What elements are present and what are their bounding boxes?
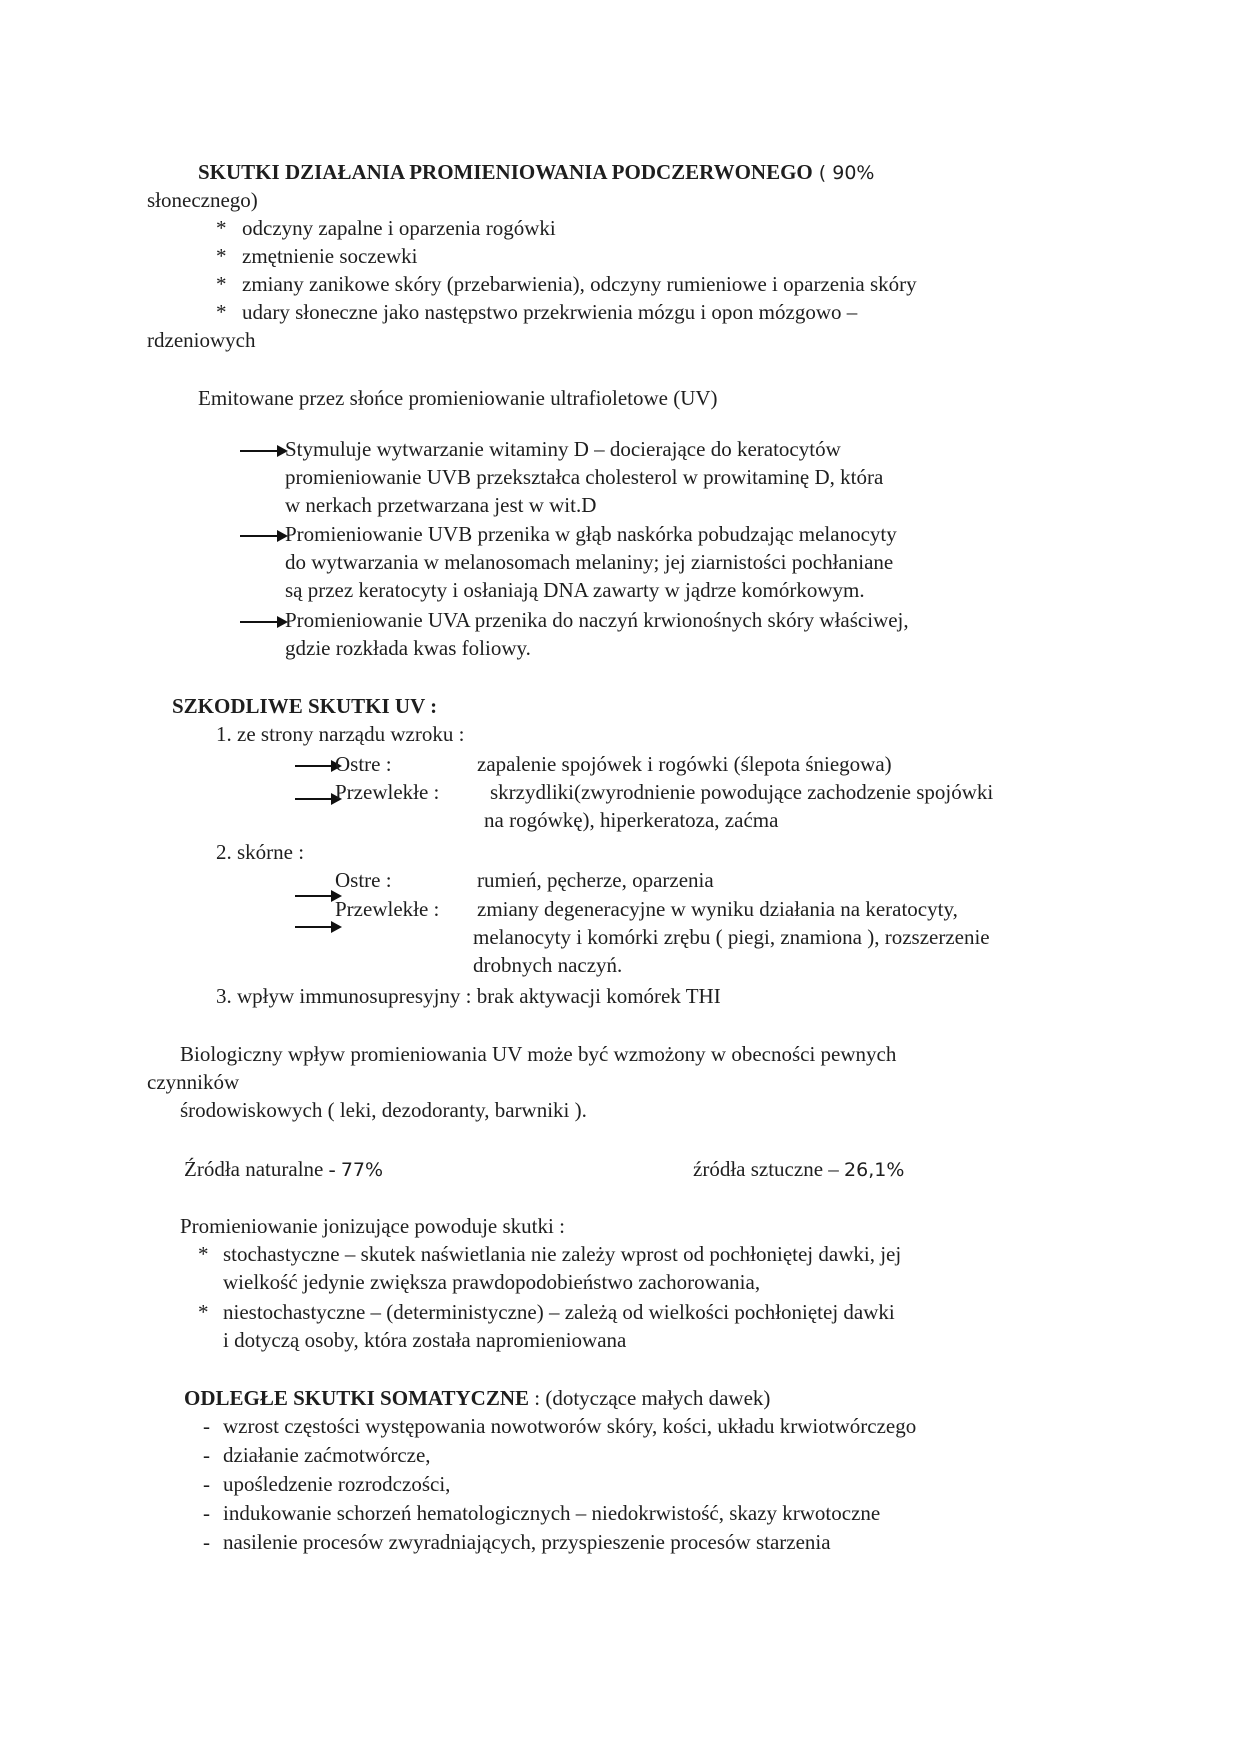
skin-acute-text: rumień, pęcherze, oparzenia — [477, 868, 714, 892]
somatic-dash: - — [203, 1472, 210, 1496]
harmful-eye-label: 1. ze strony narządu wzroku : — [216, 722, 465, 746]
uv-point-line: Promieniowanie UVA przenika do naczyń krwionośnych skóry właściwej, — [285, 608, 909, 632]
skin-chronic-text: drobnych naczyń. — [473, 953, 623, 977]
uv-point-line: Stymuluje wytwarzanie witaminy D – docierające do keratocytów — [285, 437, 841, 461]
ionizing-line: niestochastyczne – (deterministyczne) – zależą od wielkości pochłoniętej dawki — [223, 1300, 895, 1324]
ir-title-cont: słonecznego) — [147, 188, 258, 212]
uv-point-line: gdzie rozkłada kwas foliowy. — [285, 636, 531, 660]
artificial-label: źródła sztuczne – — [693, 1157, 845, 1181]
sources-natural — [184, 1155, 383, 1184]
eye-chronic-label: Przewlekłe : — [335, 780, 440, 804]
arrow-icon — [295, 895, 340, 897]
harmful-title: SZKODLIWE SKUTKI UV : — [172, 694, 438, 718]
somatic-subtitle: : (dotyczące małych dawek) — [529, 1386, 771, 1410]
skin-chronic-text: zmiany degeneracyjne w wyniku działania na keratocyty, — [477, 897, 958, 921]
ir-heading — [198, 158, 875, 187]
ionizing-bullet: * — [198, 1300, 209, 1324]
ir-title: SKUTKI DZIAŁANIA PROMIENIOWANIA PODCZERWONEGO — [198, 160, 813, 184]
ir-bullet: * — [216, 216, 227, 240]
harmful-skin-label: 2. skórne : — [216, 840, 305, 864]
somatic-item: upośledzenie rozrodczości, — [223, 1472, 451, 1496]
ir-bullet: * — [216, 244, 227, 268]
harmful-immuno: 3. wpływ immunosupresyjny : brak aktywacji komórek THI — [216, 984, 721, 1008]
skin-acute-label: Ostre : — [335, 868, 392, 892]
eye-chronic-text: skrzydliki(zwyrodnienie powodujące zachodzenie spojówki — [490, 780, 994, 804]
skin-chronic-text: melanocyty i komórki zrębu ( piegi, znamiona ), rozszerzenie — [473, 925, 990, 949]
eye-acute-label: Ostre : — [335, 752, 392, 776]
uv-point-line: promieniowanie UVB przekształca cholesterol w prowitaminę D, która — [285, 465, 884, 489]
ionizing-line: wielkość jedynie zwiększa prawdopodobieństwo zachorowania, — [223, 1270, 761, 1294]
natural-label: Źródła naturalne - — [184, 1157, 341, 1181]
ir-bullet: * — [216, 272, 227, 296]
ir-title-suffix: ( 90% — [812, 162, 875, 184]
ionizing-line: i dotyczą osoby, która została napromieniowana — [223, 1328, 627, 1352]
ionizing-intro: Promieniowanie jonizujące powoduje skutki : — [180, 1214, 565, 1238]
somatic-item: nasilenie procesów zwyradniających, przyspieszenie procesów starzenia — [223, 1530, 831, 1554]
eye-chronic-text: na rogówkę), hiperkeratoza, zaćma — [484, 808, 779, 832]
eye-acute-text: zapalenie spojówek i rogówki (ślepota śniegowa) — [477, 752, 892, 776]
arrow-icon — [240, 450, 286, 452]
arrow-icon — [240, 621, 286, 623]
uv-heading: Emitowane przez słońce promieniowanie ultrafioletowe (UV) — [198, 386, 718, 410]
uv-point-line: w nerkach przetwarzana jest w wit.D — [285, 493, 597, 517]
bio-line: środowiskowych ( leki, dezodoranty, barwniki ). — [180, 1098, 587, 1122]
somatic-item: działanie zaćmotwórcze, — [223, 1443, 431, 1467]
somatic-heading — [184, 1384, 770, 1412]
natural-value: 77% — [340, 1159, 384, 1181]
somatic-dash: - — [203, 1443, 210, 1467]
ir-item-cont: rdzeniowych — [147, 328, 256, 352]
uv-point-line: są przez keratocyty i osłaniają DNA zawarty w jądrze komórkowym. — [285, 578, 865, 602]
somatic-title: ODLEGŁE SKUTKI SOMATYCZNE — [184, 1386, 530, 1410]
ir-bullet: * — [216, 300, 227, 324]
somatic-item: wzrost częstości występowania nowotworów skóry, kości, układu krwiotwórczego — [223, 1414, 917, 1438]
ir-item: udary słoneczne jako następstwo przekrwienia mózgu i opon mózgowo – — [242, 300, 858, 324]
arrow-icon — [295, 798, 340, 800]
bio-line: Biologiczny wpływ promieniowania UV może być wzmożony w obecności pewnych — [180, 1042, 897, 1066]
skin-chronic-label: Przewlekłe : — [335, 897, 440, 921]
ionizing-bullet: * — [198, 1242, 209, 1266]
somatic-dash: - — [203, 1414, 210, 1438]
ionizing-line: stochastyczne – skutek naświetlania nie zależy wprost od pochłoniętej dawki, jej — [223, 1242, 902, 1266]
ir-item: zmiany zanikowe skóry (przebarwienia), odczyny rumieniowe i oparzenia skóry — [242, 272, 917, 296]
arrow-icon — [295, 765, 340, 767]
somatic-item: indukowanie schorzeń hematologicznych – niedokrwistość, skazy krwotoczne — [223, 1501, 881, 1525]
uv-point-line: do wytwarzania w melanosomach melaniny; jej ziarnistości pochłaniane — [285, 550, 894, 574]
somatic-dash: - — [203, 1501, 210, 1525]
somatic-dash: - — [203, 1530, 210, 1554]
bio-line: czynników — [147, 1070, 240, 1094]
arrow-icon — [295, 926, 340, 928]
arrow-icon — [240, 535, 286, 537]
ir-item: zmętnienie soczewki — [242, 244, 418, 268]
sources-artificial — [693, 1155, 904, 1184]
artificial-value: 26,1% — [844, 1159, 905, 1181]
ir-item: odczyny zapalne i oparzenia rogówki — [242, 216, 556, 240]
uv-point-line: Promieniowanie UVB przenika w głąb naskórka pobudzając melanocyty — [285, 522, 897, 546]
